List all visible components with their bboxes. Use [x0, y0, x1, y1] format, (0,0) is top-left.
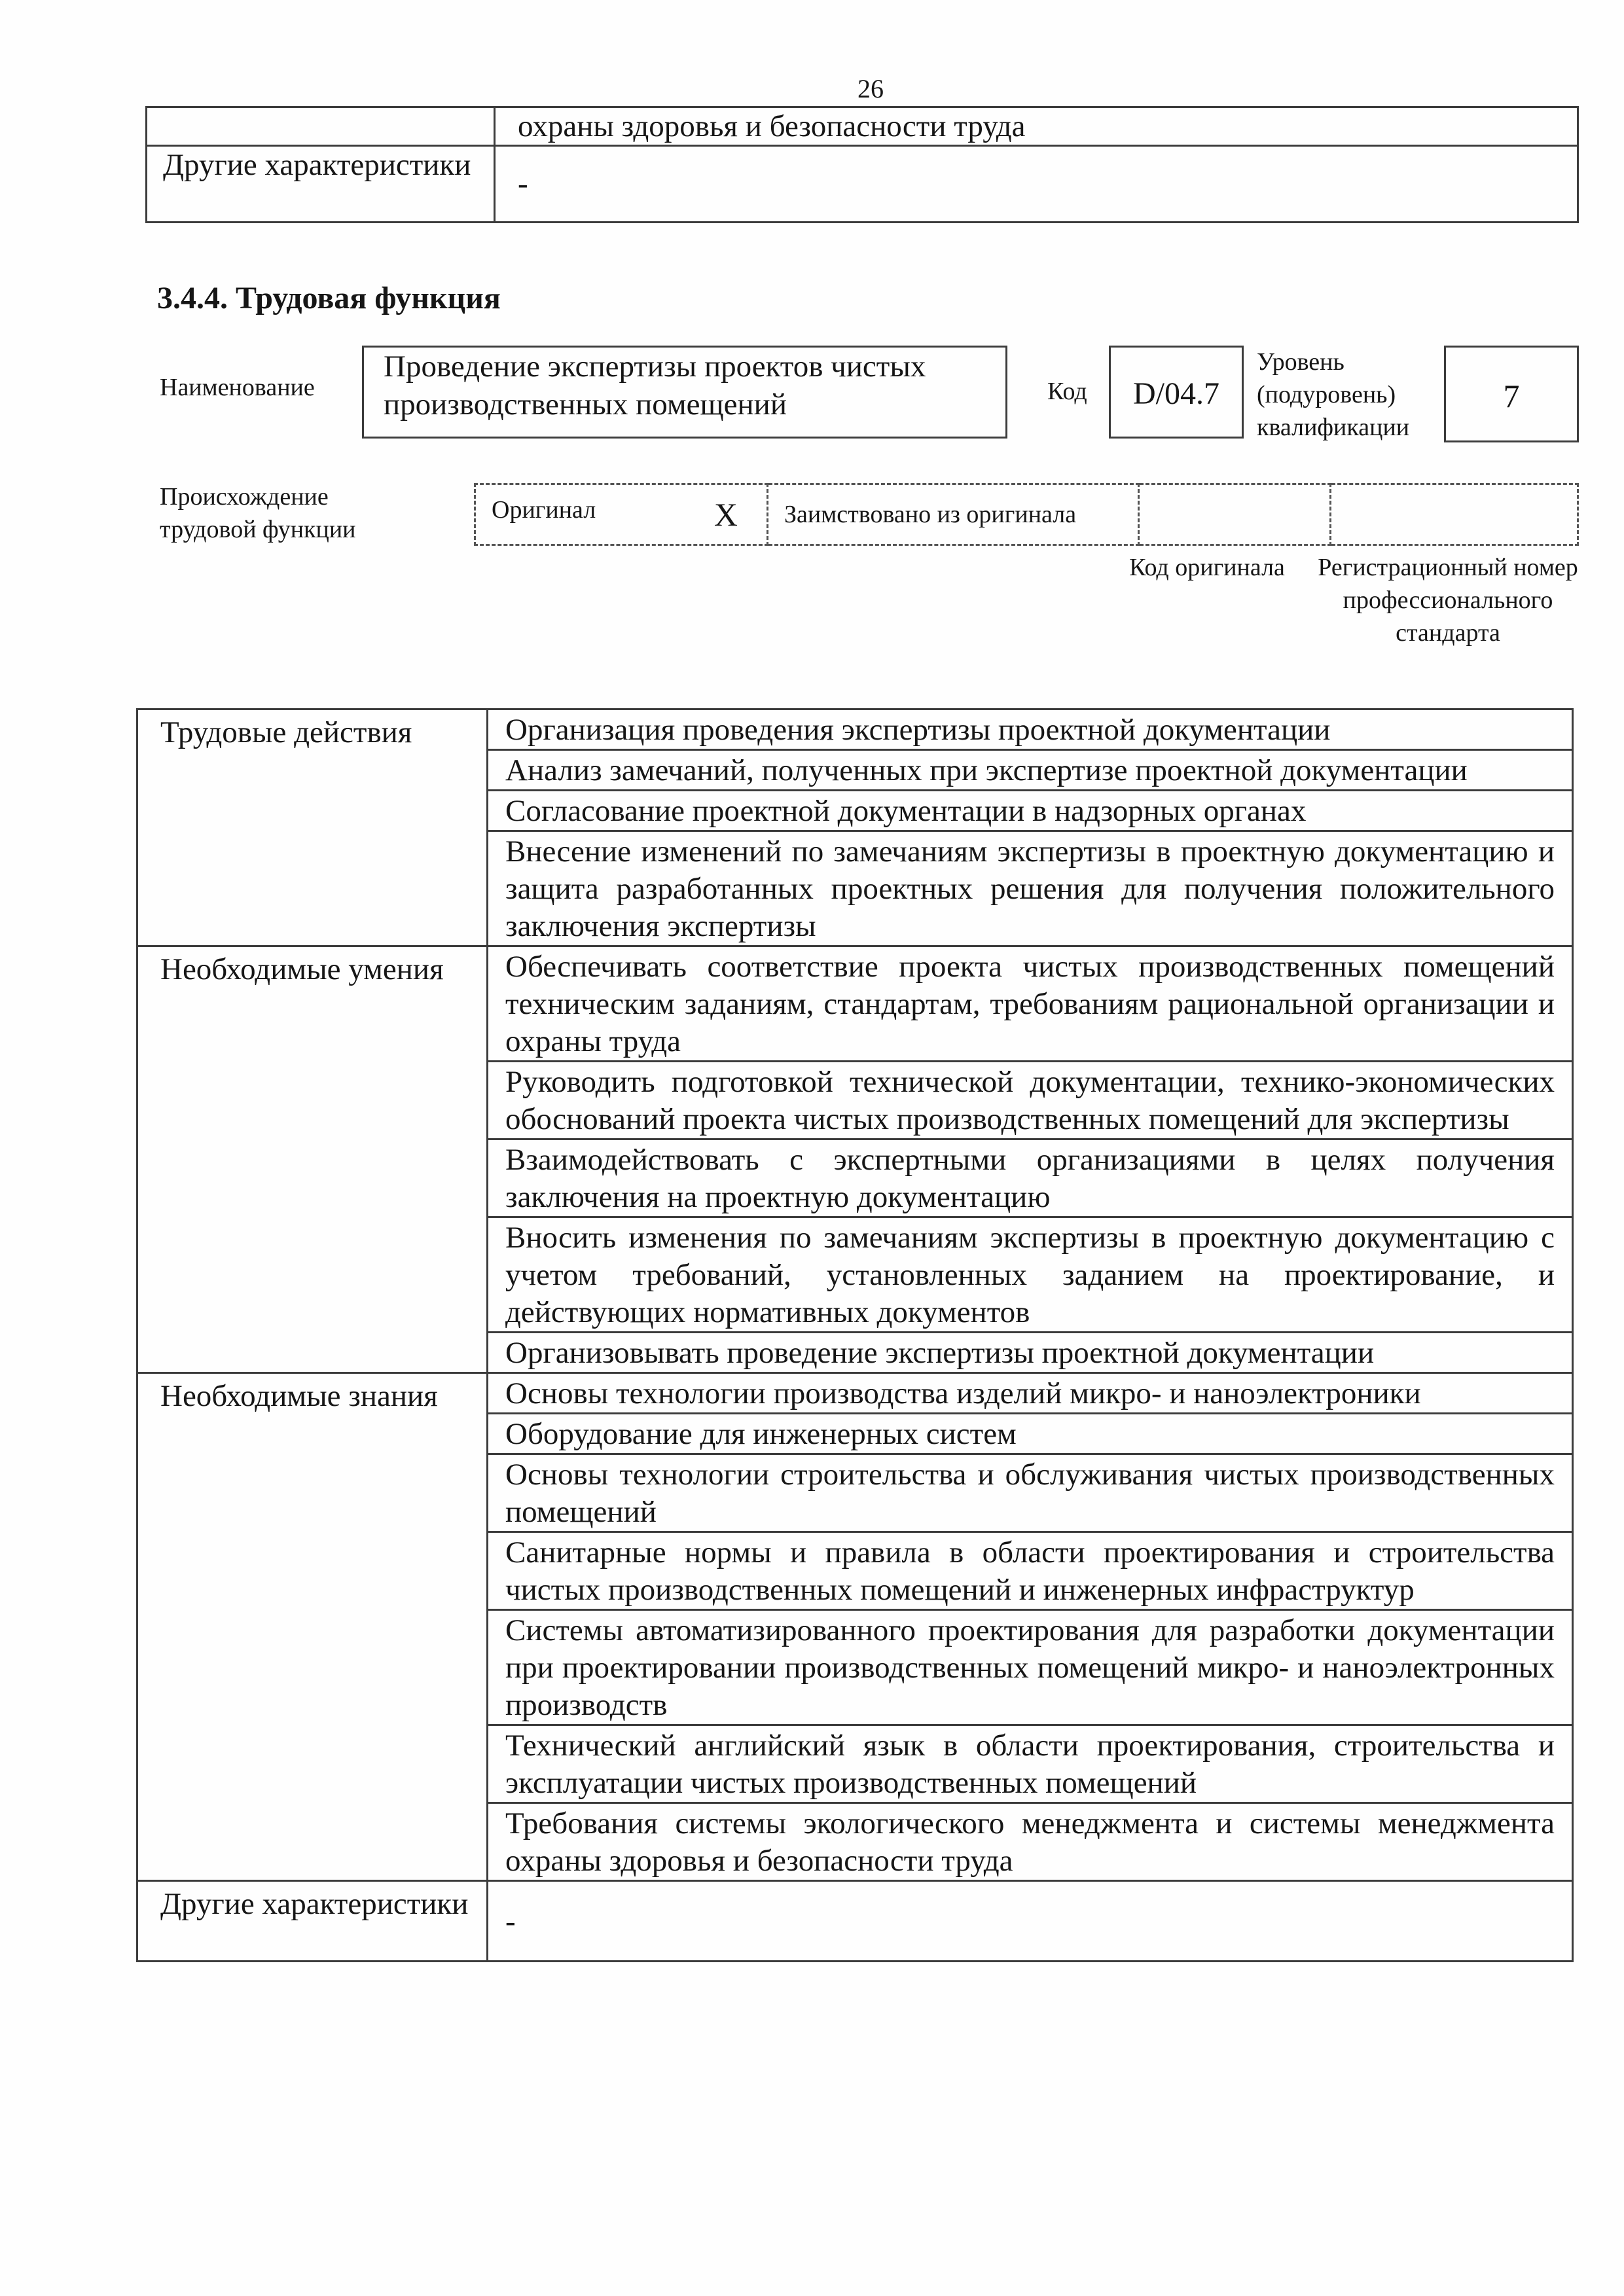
- group-label: Необходимые умения: [137, 946, 488, 1373]
- table-row: [137, 946, 1573, 1062]
- group-item: -: [488, 1881, 1573, 1962]
- group-item: Технический английский язык в области проектирования, строительства и эксплуатации чистых производственных помещений: [488, 1725, 1573, 1803]
- function-name-box: Проведение экспертизы проектов чистых производственных помещений: [362, 346, 1007, 439]
- qualification-level-box: 7: [1444, 346, 1579, 442]
- original-code-caption: Код оригинала: [1129, 554, 1285, 581]
- row-label: Другие характеристики: [147, 146, 495, 223]
- group-item: Основы технологии строительства и обслуживания чистых производственных помещений: [488, 1454, 1573, 1532]
- name-label: Наименование: [160, 374, 315, 401]
- group-item: Требования системы экологического менеджмента и системы менеджмента охраны здоровья и безопасности труда: [488, 1803, 1573, 1881]
- origin-original-label: Оригинал: [492, 496, 596, 524]
- group-item: Вносить изменения по замечаниям экспертизы в проектную документацию с учетом требований, установленных заданием на проектирование, и действующих нормативных документов: [488, 1217, 1573, 1333]
- table-row: [137, 1373, 1573, 1414]
- group-item: Взаимодействовать с экспертными организациями в целях получения заключения на проектную документацию: [488, 1139, 1573, 1217]
- table-row: [147, 146, 1578, 223]
- function-details-table: [136, 708, 1574, 1962]
- origin-label: Происхождение трудовой функции: [160, 483, 356, 543]
- table-row: [137, 709, 1573, 750]
- row-value: -: [495, 146, 1578, 223]
- group-item: Основы технологии производства изделий микро- и наноэлектроники: [488, 1373, 1573, 1414]
- table-row: [137, 1881, 1573, 1962]
- registration-number-cell: [1331, 484, 1578, 545]
- group-item: Системы автоматизированного проектирования для разработки документации при проектировании производственных помещений микро- и наноэлектронных производств: [488, 1610, 1573, 1725]
- continuation-table: [145, 106, 1579, 223]
- group-item: Организовывать проведение экспертизы проектной документации: [488, 1333, 1573, 1373]
- origin-original-cell: [475, 484, 768, 545]
- section-title: 3.4.4. Трудовая функция: [157, 281, 501, 315]
- origin-table: [474, 483, 1579, 546]
- group-item: Санитарные нормы и правила в области проектирования и строительства чистых производственных помещений и инженерных инфраструктур: [488, 1532, 1573, 1610]
- code-label: Код: [1047, 378, 1087, 405]
- row-label: [147, 107, 495, 146]
- group-item: Обеспечивать соответствие проекта чистых производственных помещений техническим заданиям, стандартам, требованиям рациональной организации и охраны труда: [488, 946, 1573, 1062]
- level-label: Уровень (подуровень) квалификации: [1257, 348, 1410, 441]
- group-item: Внесение изменений по замечаниям экспертизы в проектную документацию и защита разработанных проектных решения для получения положительного заключения экспертизы: [488, 831, 1573, 946]
- group-item: Руководить подготовкой технической документации, технико-экономических обоснований проекта чистых производственных помещений для экспертизы: [488, 1062, 1573, 1139]
- origin-mark: X: [713, 496, 738, 533]
- group-label: Необходимые знания: [137, 1373, 488, 1881]
- group-item: Согласование проектной документации в надзорных органах: [488, 791, 1573, 831]
- page-number: 26: [857, 74, 884, 103]
- function-code-box: D/04.7: [1109, 346, 1244, 439]
- row-value: охраны здоровья и безопасности труда: [495, 107, 1578, 146]
- registration-number-caption: Регистрационный номер профессионального стандарта: [1318, 554, 1578, 647]
- group-label: Трудовые действия: [137, 709, 488, 946]
- group-item: Организация проведения экспертизы проектной документации: [488, 709, 1573, 750]
- table-row: [147, 107, 1578, 146]
- group-item: Анализ замечаний, полученных при экспертизе проектной документации: [488, 750, 1573, 791]
- origin-borrowed-cell: Заимствовано из оригинала: [768, 484, 1139, 545]
- group-label: Другие характеристики: [137, 1881, 488, 1962]
- original-code-cell: [1139, 484, 1331, 545]
- group-item: Оборудование для инженерных систем: [488, 1414, 1573, 1454]
